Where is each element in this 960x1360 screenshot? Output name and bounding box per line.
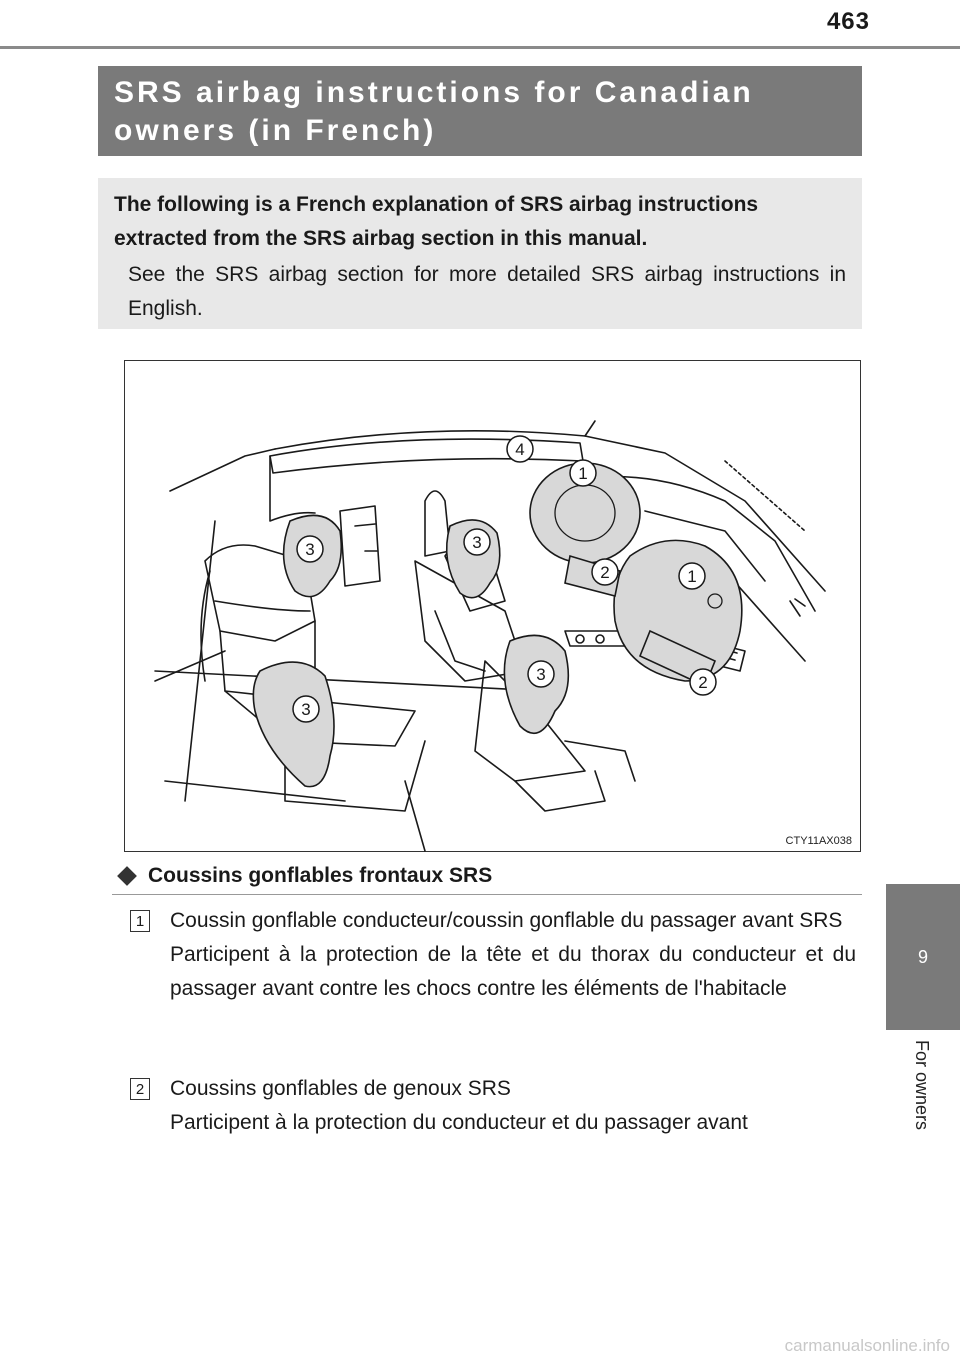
item-number: 1 — [130, 910, 150, 932]
figure-code: CTY11AX038 — [785, 835, 852, 847]
chapter-label — [912, 1040, 932, 1160]
chapter-label-text: For owners — [912, 1040, 932, 1131]
section-title: SRS airbag instructions for Canadian owners (in French) — [114, 76, 754, 147]
list-item — [130, 1072, 856, 1140]
callout-label: 3 — [301, 700, 311, 719]
top-rule — [0, 46, 960, 49]
chapter-tab[interactable] — [886, 884, 960, 1030]
intro-box — [98, 178, 862, 329]
item-description: Participent à la protection de la tête et du thorax du conducteur et du passager avant contre les chocs contre les éléments de l'habitacle — [170, 943, 856, 1000]
diamond-bullet-icon — [117, 866, 137, 886]
item-title: Coussins gonflables de genoux SRS — [170, 1077, 511, 1100]
intro-bold-text: The following is a French explanation of SRS airbag instructions extracted from the SRS airbag section in this manual. — [114, 193, 759, 250]
callout-label: 2 — [698, 673, 708, 692]
chapter-number: 9 — [917, 946, 928, 967]
callout-label: 3 — [305, 540, 315, 559]
airbag-illustration — [124, 360, 861, 852]
car-interior-drawing — [125, 361, 862, 853]
callout-label: 4 — [515, 440, 525, 459]
intro-normal-text: See the SRS airbag section for more detailed SRS airbag instructions in English. — [128, 263, 846, 320]
item-title: Coussin gonflable conducteur/coussin gonflable du passager avant SRS — [170, 909, 843, 932]
section-title-banner — [98, 66, 862, 156]
callout-label: 1 — [687, 567, 697, 586]
section-heading-text: Coussins gonflables frontaux SRS — [148, 864, 493, 887]
callout-label: 3 — [472, 533, 482, 552]
callout-label: 2 — [600, 563, 610, 582]
page-number: 463 — [826, 8, 870, 35]
callout-label: 1 — [578, 464, 588, 483]
item-number: 2 — [130, 1078, 150, 1100]
watermark: carmanualsonline.info — [784, 1336, 950, 1355]
list-item — [130, 904, 856, 1006]
callout-label: 3 — [536, 665, 546, 684]
section-heading — [112, 858, 862, 895]
item-description: Participent à la protection du conducteur et du passager avant — [170, 1111, 748, 1134]
